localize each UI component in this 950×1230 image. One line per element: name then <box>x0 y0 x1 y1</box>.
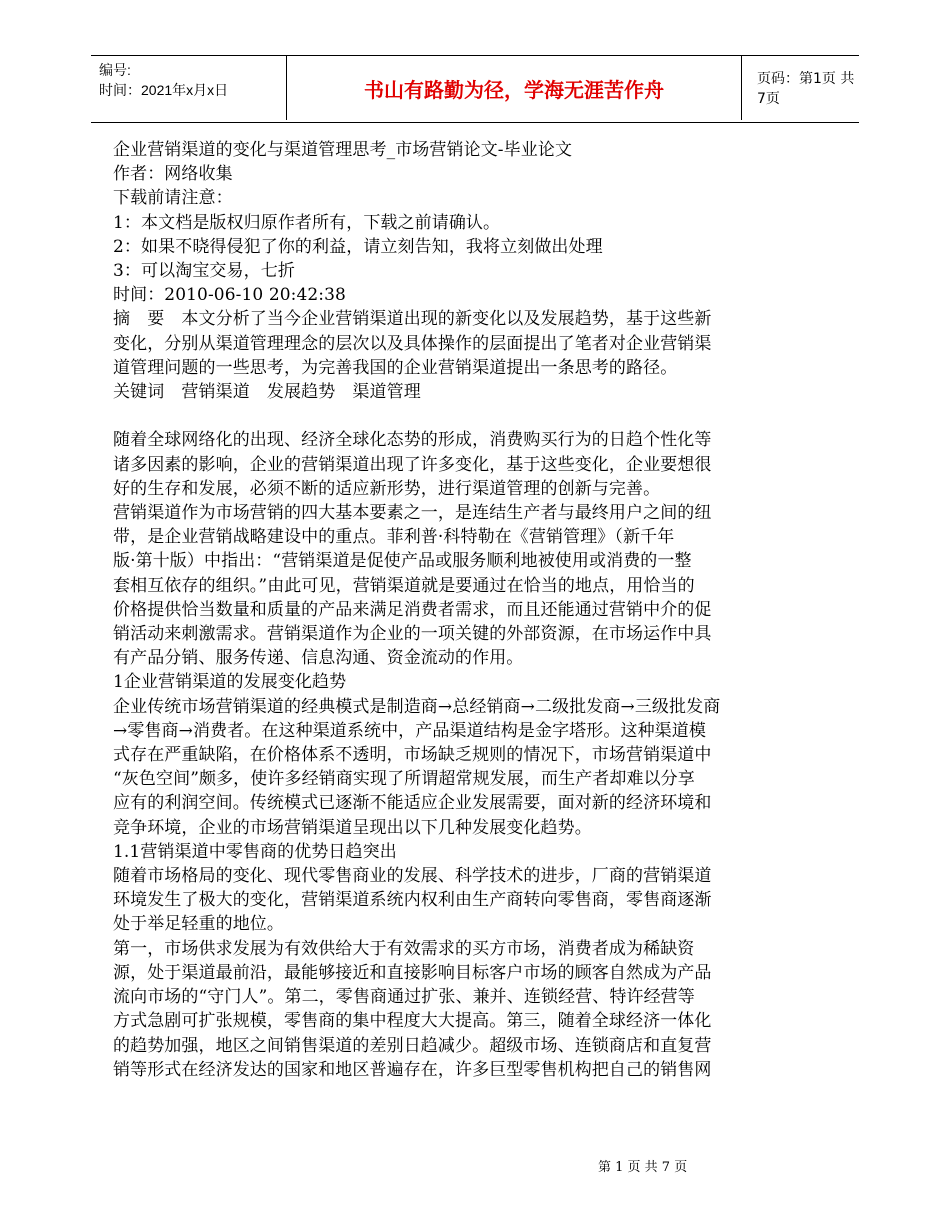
text-line: 营销渠道作为市场营销的四大基本要素之一，是连结生产者与最终用户之间的纽 <box>113 503 712 524</box>
text-line: 流向市场的“守门人”。第二，零售商通过扩张、兼并、连锁经营、特许经营等 <box>113 987 695 1008</box>
text-line: 好的生存和发展，必须不断的适应新形势，进行渠道管理的创新与完善。 <box>113 478 661 499</box>
document-body <box>113 138 773 1082</box>
text-line: 套相互依存的组织。”由此可见，营销渠道就是要通过在恰当的地点，用恰当的 <box>113 575 695 596</box>
time-label: 时间：2021年x月x日 <box>99 82 229 98</box>
text-line: 3：可以淘宝交易，七折 <box>113 261 295 282</box>
blank-line <box>113 404 773 428</box>
text-line: 1：本文档是版权归原作者所有，下载之前请确认。 <box>113 212 501 233</box>
text-line: 的趋势加强，地区之间销售渠道的差别日趋减少。超级市场、连锁商店和直复营 <box>113 1035 712 1056</box>
text-line: 时间：2010-06-10 20:42:38 <box>113 285 346 306</box>
text-line: 道管理问题的一些思考，为完善我国的企业营销渠道提出一条思考的路径。 <box>113 357 678 378</box>
text-line: 环境发生了极大的变化，营销渠道系统内权利由生产商转向零售商，零售商逐渐 <box>113 890 712 911</box>
page-header <box>91 55 859 123</box>
text-line: →零售商→消费者。在这种渠道系统中，产品渠道结构是金字塔形。这种渠道模 <box>113 720 706 741</box>
text-line: 处于举足轻重的地位。 <box>113 914 284 935</box>
text-line: 式存在严重缺陷，在价格体系不透明，市场缺乏规则的情况下，市场营销渠道中 <box>113 745 712 766</box>
text-line: 销等形式在经济发达的国家和地区普遍存在，许多巨型零售机构把自己的销售网 <box>113 1059 712 1080</box>
text-line: 第一，市场供求发展为有效供给大于有效需求的买方市场，消费者成为稀缺资 <box>113 938 695 959</box>
text-line: 版·第十版）中指出：“营销渠道是促使产品或服务顺利地被使用或消费的一整 <box>113 551 692 572</box>
text-line: 随着全球网络化的出现、经济全球化态势的形成，消费购买行为的日趋个性化等 <box>113 430 712 451</box>
motto: 书山有路勤为径，学海无涯苦作舟 <box>286 56 742 120</box>
text-line: 摘 要 本文分析了当今企业营销渠道出现的新变化以及发展趋势，基于这些新 <box>113 309 712 330</box>
text-line: 价格提供恰当数量和质量的产品来满足消费者需求，而且还能通过营销中介的促 <box>113 599 712 620</box>
page-label: 页码：第1页 共7页 <box>757 71 855 107</box>
text-line: 竞争环境，企业的市场营销渠道呈现出以下几种发展变化趋势。 <box>113 817 592 838</box>
text-line: “灰色空间”颇多，使许多经销商实现了所谓超常规发展，而生产者却难以分享 <box>113 769 695 790</box>
text-line: 有产品分销、服务传递、信息沟通、资金流动的作用。 <box>113 648 524 669</box>
text-line: 带，是企业营销战略建设中的重点。菲利普·科特勒在《营销管理》（新千年 <box>113 527 675 548</box>
text-line: 关键词 营销渠道 发展趋势 渠道管理 <box>113 382 421 403</box>
header-left <box>99 60 228 100</box>
text-line: 变化，分别从渠道管理理念的层次以及具体操作的层面提出了笔者对企业营销渠 <box>113 333 712 354</box>
text-line: 1企业营销渠道的发展变化趋势 <box>113 672 347 693</box>
text-line: 企业传统市场营销渠道的经典模式是制造商→总经销商→二级批发商→三级批发商 <box>113 696 721 717</box>
text-line: 诸多因素的影响，企业的营销渠道出现了许多变化，基于这些变化，企业要想很 <box>113 454 712 475</box>
text-line: 方式急剧可扩张规模，零售商的集中程度大大提高。第三，随着全球经济一体化 <box>113 1011 712 1032</box>
text-line: 下载前请注意： <box>113 188 233 209</box>
page-footer: 第 1 页 共 7 页 <box>598 1160 688 1175</box>
serial-label: 编号: <box>99 62 131 78</box>
text-line: 销活动来刺激需求。营销渠道作为企业的一项关键的外部资源，在市场运作中具 <box>113 624 712 645</box>
text-line: 随着市场格局的变化、现代零售商业的发展、科学技术的进步，厂商的营销渠道 <box>113 866 712 887</box>
text-line: 源，处于渠道最前沿，最能够接近和直接影响目标客户市场的顾客自然成为产品 <box>113 962 712 983</box>
text-line: 作者：网络收集 <box>113 164 233 185</box>
text-line: 应有的利润空间。传统模式已逐渐不能适应企业发展需要，面对新的经济环境和 <box>113 793 712 814</box>
text-line: 1.1营销渠道中零售商的优势日趋突出 <box>113 841 397 862</box>
text-line: 2：如果不晓得侵犯了你的利益，请立刻告知，我将立刻做出处理 <box>113 236 603 257</box>
text-line: 企业营销渠道的变化与渠道管理思考_市场营销论文-毕业论文 <box>113 140 573 160</box>
